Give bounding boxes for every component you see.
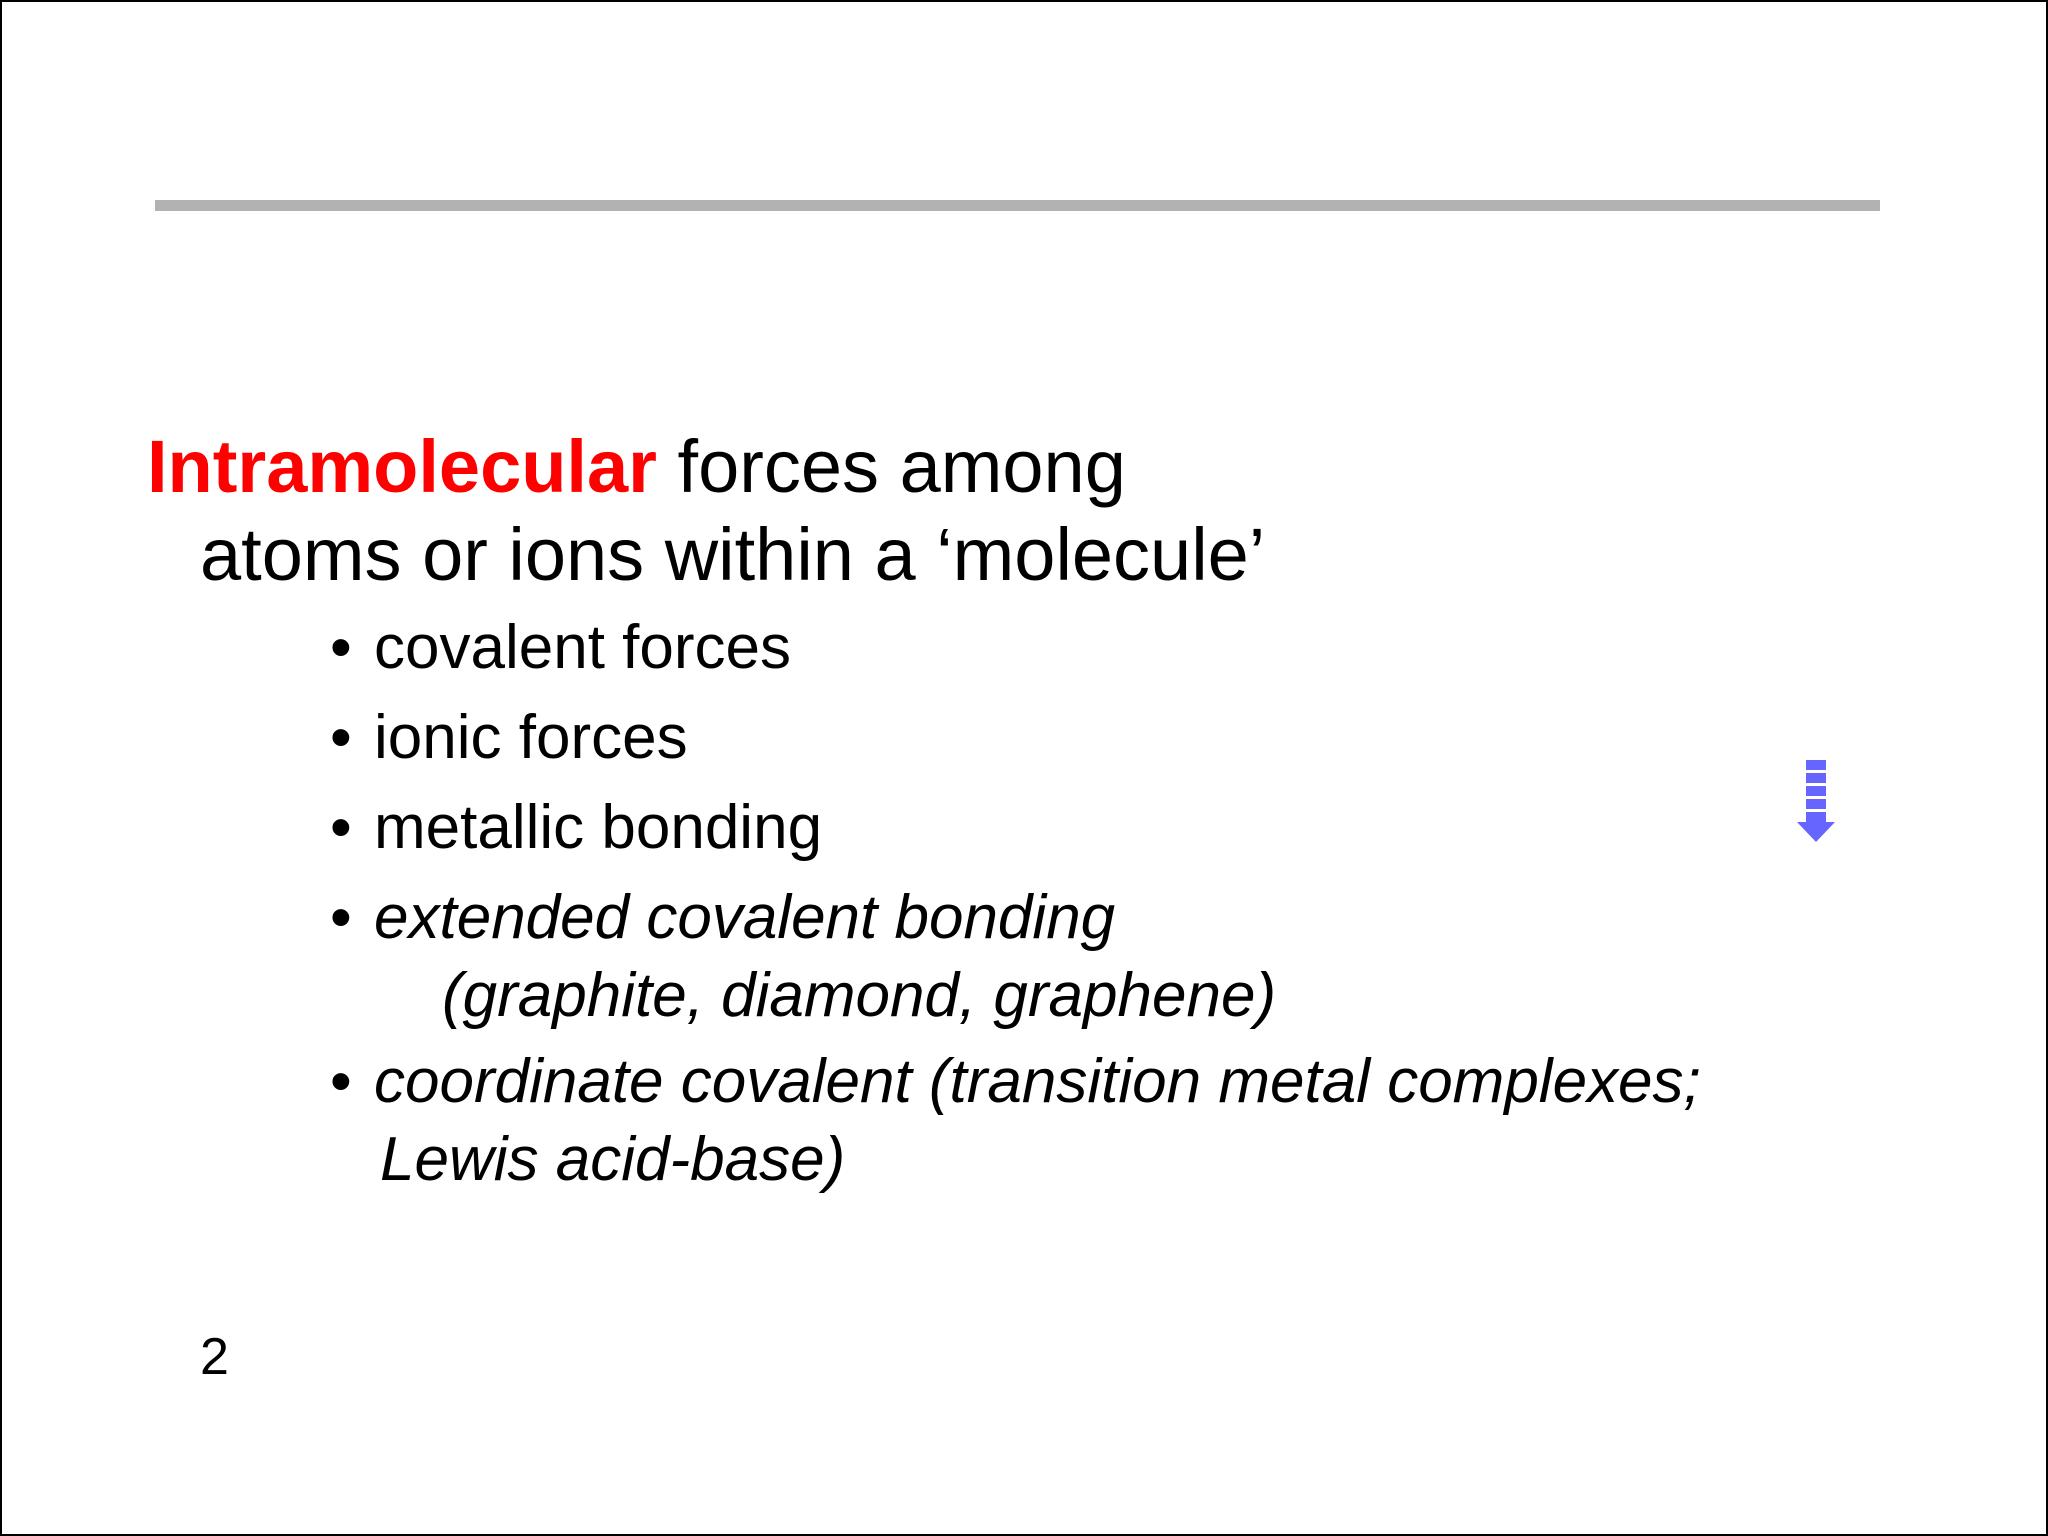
page-number: 2	[200, 1328, 229, 1386]
bullet-text: extended covalent bonding	[374, 883, 1116, 952]
bullet-extended-covalent	[330, 878, 1115, 958]
heading-line-2: atoms or ions within a ‘molecule’	[200, 513, 1266, 596]
bullet-coordinate-covalent	[330, 1042, 1701, 1122]
bullet-ionic	[330, 698, 688, 778]
bullet-text: metallic bonding	[374, 793, 823, 862]
heading-rest: forces among	[656, 425, 1126, 508]
bullet-coordinate-covalent-continuation: Lewis acid-base)	[380, 1125, 846, 1194]
title-divider	[155, 200, 1880, 211]
bullet-text: covalent forces	[374, 613, 791, 682]
bullet-marker: •	[330, 1047, 352, 1116]
bullet-marker: •	[330, 613, 352, 682]
bullet-text: ionic forces	[374, 703, 688, 772]
bullet-covalent	[330, 608, 791, 688]
bullet-marker: •	[330, 883, 352, 952]
bullet-metallic	[330, 788, 822, 868]
bullet-text: coordinate covalent (transition metal complexes;	[374, 1047, 1701, 1116]
bullet-extended-covalent-continuation: (graphite, diamond, graphene)	[442, 961, 1277, 1030]
heading-line-1	[147, 417, 1126, 517]
bullet-marker: •	[330, 703, 352, 772]
down-arrow-icon[interactable]	[1797, 760, 1835, 842]
bullet-marker: •	[330, 793, 352, 862]
heading-accent-word: Intramolecular	[147, 425, 657, 508]
